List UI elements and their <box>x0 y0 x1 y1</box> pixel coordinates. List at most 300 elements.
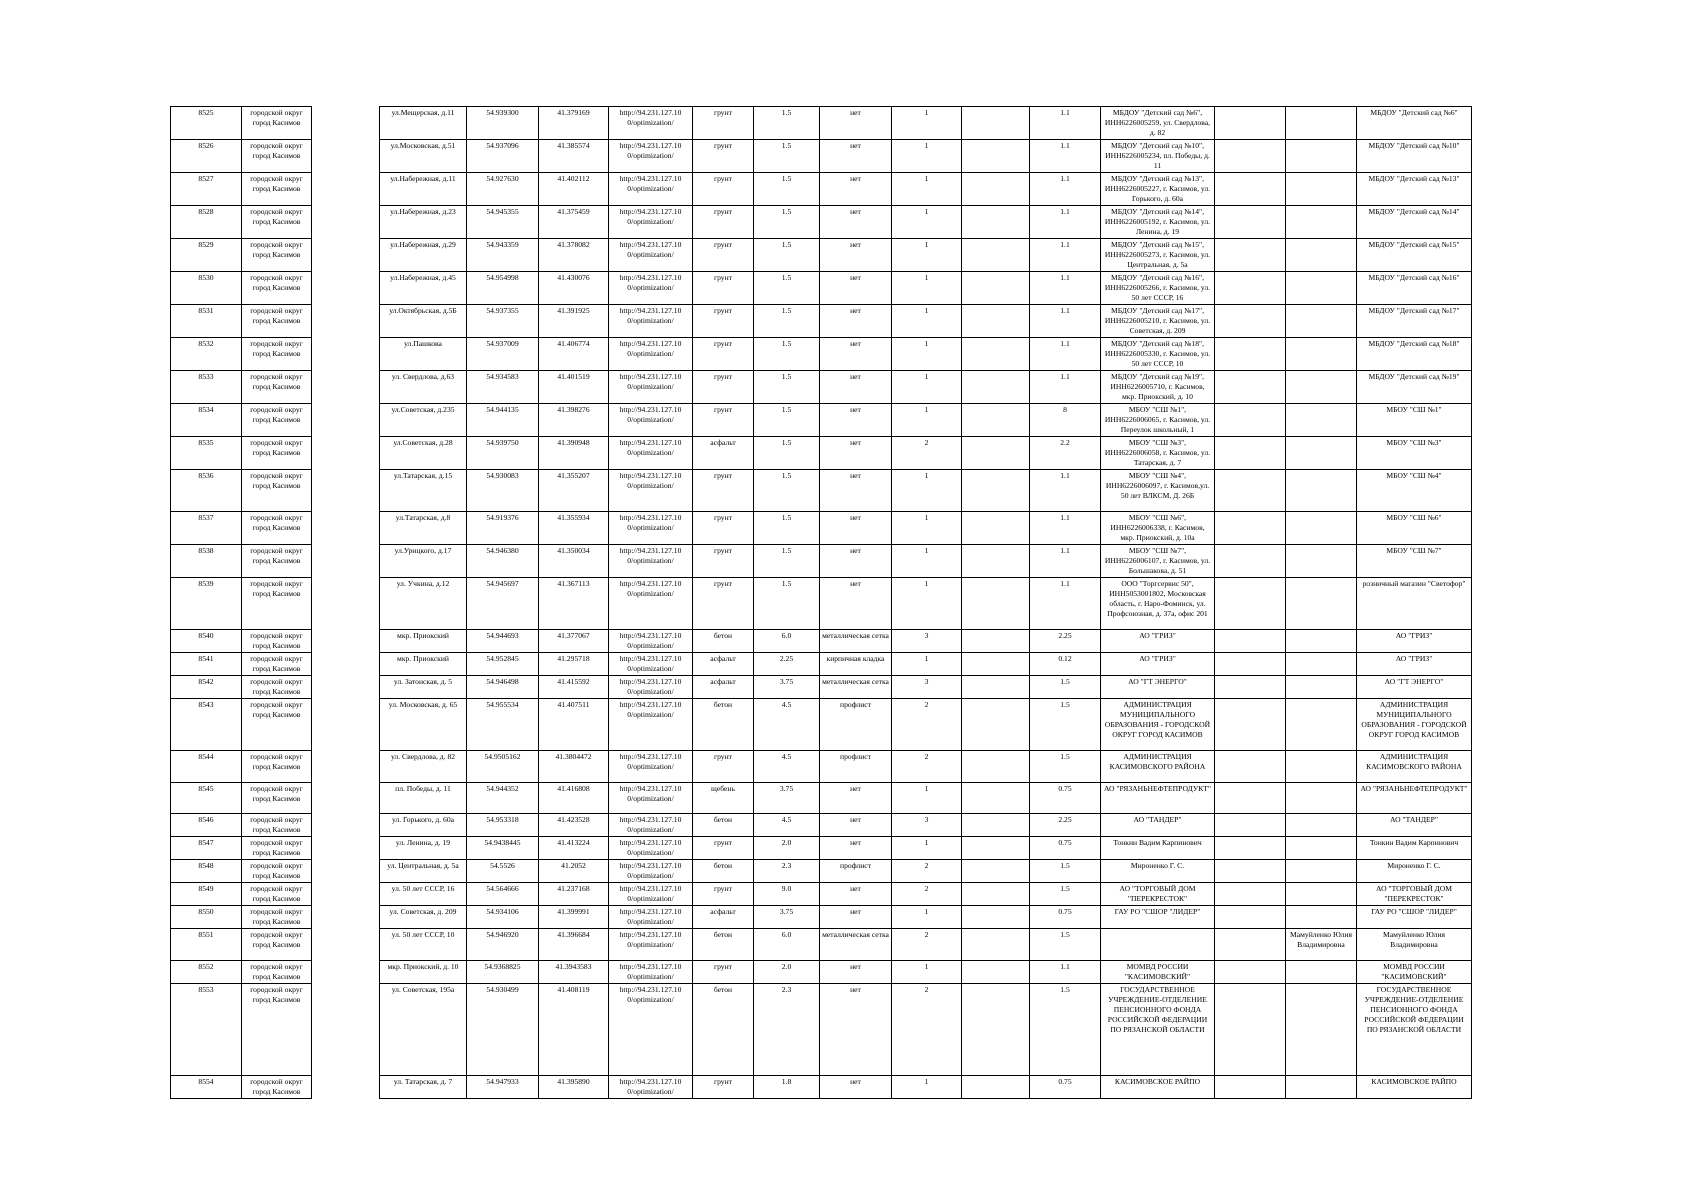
empty-cell <box>962 653 1030 676</box>
fence-cell: нет <box>820 814 892 837</box>
row-number-cell: 8535 <box>171 437 242 470</box>
map-link-cell: http://94.231.127.10 0/optimization/ <box>609 206 693 239</box>
longitude-cell: 41.415592 <box>539 676 609 699</box>
waste-source-cell: Мироненко Г. С. <box>1357 860 1472 883</box>
individual-owner-cell <box>1286 338 1357 371</box>
latitude-cell: 54.946498 <box>467 676 539 699</box>
table-row <box>171 239 1472 272</box>
row-number-cell: 8531 <box>171 305 242 338</box>
fence-cell: металлическая сетка <box>820 630 892 653</box>
table-row <box>171 371 1472 404</box>
address-cell: ул. Московская, д. 65 <box>380 699 467 751</box>
area-cell: 3.75 <box>754 906 820 929</box>
latitude-cell: 54.934106 <box>467 906 539 929</box>
address-cell: ул. Центральная, д. 5а <box>380 860 467 883</box>
district-cell: городской округ город Касимов <box>242 699 312 751</box>
empty-cell <box>962 371 1030 404</box>
empty-cell <box>962 578 1030 630</box>
district-cell: городской округ город Касимов <box>242 404 312 437</box>
district-cell: городской округ город Касимов <box>242 814 312 837</box>
empty-cell <box>1215 906 1286 929</box>
empty-cell <box>962 783 1030 814</box>
waste-source-cell: АО "ГРИЗ" <box>1357 630 1472 653</box>
owner-org-cell: МБДОУ "Детский сад №10", ИНН6226005234, пл. Победы, д. 11 <box>1101 140 1215 173</box>
empty-cell <box>962 206 1030 239</box>
owner-org-cell: АО "ГРИЗ" <box>1101 653 1215 676</box>
row-number-cell: 8542 <box>171 676 242 699</box>
waste-source-cell: МБДОУ "Детский сад №10" <box>1357 140 1472 173</box>
waste-source-cell: АО "РЯЗАНЬНЕФТЕПРОДУКТ" <box>1357 783 1472 814</box>
district-cell: городской округ город Касимов <box>242 883 312 906</box>
map-link-cell: http://94.231.127.10 0/optimization/ <box>609 437 693 470</box>
latitude-cell: 54.952845 <box>467 653 539 676</box>
fence-cell: нет <box>820 107 892 140</box>
empty-cell <box>312 437 380 470</box>
empty-cell <box>962 814 1030 837</box>
surface-cell: грунт <box>693 173 754 206</box>
row-number-cell: 8536 <box>171 470 242 512</box>
row-number-cell: 8550 <box>171 906 242 929</box>
area-cell: 4.5 <box>754 751 820 783</box>
latitude-cell: 54.9505162 <box>467 751 539 783</box>
empty-cell <box>1215 1076 1286 1099</box>
area-cell: 2.3 <box>754 984 820 1076</box>
row-number-cell: 8527 <box>171 173 242 206</box>
map-link-cell: http://94.231.127.10 0/optimization/ <box>609 338 693 371</box>
container-volume-cell: 1.1 <box>1030 578 1101 630</box>
fence-cell: профлист <box>820 860 892 883</box>
latitude-cell: 54.945355 <box>467 206 539 239</box>
area-cell: 4.5 <box>754 699 820 751</box>
container-count-cell: 1 <box>892 140 962 173</box>
row-number-cell: 8540 <box>171 630 242 653</box>
empty-cell <box>312 929 380 961</box>
waste-source-cell: МБОУ "СШ №7" <box>1357 545 1472 578</box>
empty-cell <box>312 371 380 404</box>
table-row <box>171 272 1472 305</box>
district-cell: городской округ город Касимов <box>242 437 312 470</box>
empty-cell <box>1215 239 1286 272</box>
container-count-cell: 1 <box>892 512 962 545</box>
district-cell: городской округ город Касимов <box>242 751 312 783</box>
latitude-cell: 54.937355 <box>467 305 539 338</box>
empty-cell <box>1215 272 1286 305</box>
empty-cell <box>312 206 380 239</box>
empty-cell <box>312 676 380 699</box>
district-cell: городской округ город Касимов <box>242 783 312 814</box>
longitude-cell: 41.398276 <box>539 404 609 437</box>
owner-org-cell: АО "РЯЗАНЬНЕФТЕПРОДУКТ" <box>1101 783 1215 814</box>
container-count-cell: 2 <box>892 437 962 470</box>
empty-cell <box>962 961 1030 984</box>
longitude-cell: 41.406774 <box>539 338 609 371</box>
container-count-cell: 3 <box>892 676 962 699</box>
empty-cell <box>1215 883 1286 906</box>
map-link-cell: http://94.231.127.10 0/optimization/ <box>609 371 693 404</box>
individual-owner-cell <box>1286 371 1357 404</box>
district-cell: городской округ город Касимов <box>242 630 312 653</box>
waste-source-cell: АО "ГРИЗ" <box>1357 653 1472 676</box>
waste-source-cell: МБДОУ "Детский сад №14" <box>1357 206 1472 239</box>
empty-cell <box>312 860 380 883</box>
area-cell: 2.25 <box>754 653 820 676</box>
area-cell: 4.5 <box>754 814 820 837</box>
container-count-cell: 1 <box>892 837 962 860</box>
empty-cell <box>962 107 1030 140</box>
individual-owner-cell <box>1286 1076 1357 1099</box>
table-row <box>171 630 1472 653</box>
waste-source-cell: МБОУ "СШ №4" <box>1357 470 1472 512</box>
container-count-cell: 1 <box>892 206 962 239</box>
empty-cell <box>1215 545 1286 578</box>
district-cell: городской округ город Касимов <box>242 984 312 1076</box>
empty-cell <box>312 699 380 751</box>
individual-owner-cell <box>1286 751 1357 783</box>
individual-owner-cell <box>1286 239 1357 272</box>
row-number-cell: 8548 <box>171 860 242 883</box>
area-cell: 2.3 <box>754 860 820 883</box>
empty-cell <box>1215 751 1286 783</box>
map-link-cell: http://94.231.127.10 0/optimization/ <box>609 239 693 272</box>
table-row <box>171 676 1472 699</box>
waste-source-cell: МБДОУ "Детский сад №6" <box>1357 107 1472 140</box>
district-cell: городской округ город Касимов <box>242 961 312 984</box>
empty-cell <box>962 984 1030 1076</box>
empty-cell <box>312 272 380 305</box>
fence-cell: кирпичная кладка <box>820 653 892 676</box>
area-cell: 6.0 <box>754 630 820 653</box>
individual-owner-cell <box>1286 860 1357 883</box>
table-row <box>171 814 1472 837</box>
empty-cell <box>1215 206 1286 239</box>
waste-site-table <box>170 106 1472 1099</box>
individual-owner-cell <box>1286 107 1357 140</box>
empty-cell <box>962 437 1030 470</box>
container-count-cell: 2 <box>892 699 962 751</box>
area-cell: 1.5 <box>754 371 820 404</box>
longitude-cell: 41.237168 <box>539 883 609 906</box>
table-row <box>171 140 1472 173</box>
district-cell: городской округ город Касимов <box>242 371 312 404</box>
individual-owner-cell <box>1286 630 1357 653</box>
address-cell: ул.Пашкова <box>380 338 467 371</box>
map-link-cell: http://94.231.127.10 0/optimization/ <box>609 545 693 578</box>
longitude-cell: 41.408119 <box>539 984 609 1076</box>
map-link-cell: http://94.231.127.10 0/optimization/ <box>609 676 693 699</box>
district-cell: городской округ город Касимов <box>242 239 312 272</box>
waste-source-cell: ГОСУДАРСТВЕННОЕ УЧРЕЖДЕНИЕ-ОТДЕЛЕНИЕ ПЕНСИОННОГО ФОНДА РОССИЙСКОЙ ФЕДЕРАЦИИ ПО РЯЗАНСКОЙ ОБЛАСТИ <box>1357 984 1472 1076</box>
latitude-cell: 54.919376 <box>467 512 539 545</box>
fence-cell: профлист <box>820 751 892 783</box>
empty-cell <box>1215 699 1286 751</box>
latitude-cell: 54.5526 <box>467 860 539 883</box>
empty-cell <box>1215 512 1286 545</box>
empty-cell <box>312 173 380 206</box>
latitude-cell: 54.937009 <box>467 338 539 371</box>
latitude-cell: 54.944352 <box>467 783 539 814</box>
empty-cell <box>962 630 1030 653</box>
row-number-cell: 8534 <box>171 404 242 437</box>
row-number-cell: 8525 <box>171 107 242 140</box>
row-number-cell: 8545 <box>171 783 242 814</box>
address-cell: ул.Советская, д.235 <box>380 404 467 437</box>
area-cell: 1.5 <box>754 140 820 173</box>
address-cell: мкр. Приокский <box>380 653 467 676</box>
owner-org-cell: АДМИНИСТРАЦИЯ МУНИЦИПАЛЬНОГО ОБРАЗОВАНИЯ - ГОРОДСКОЙ ОКРУГ ГОРОД КАСИМОВ <box>1101 699 1215 751</box>
individual-owner-cell <box>1286 653 1357 676</box>
table-row <box>171 883 1472 906</box>
surface-cell: бетон <box>693 814 754 837</box>
table-row <box>171 837 1472 860</box>
fence-cell: нет <box>820 984 892 1076</box>
area-cell: 1.5 <box>754 173 820 206</box>
area-cell: 2.0 <box>754 961 820 984</box>
surface-cell: бетон <box>693 699 754 751</box>
longitude-cell: 41.355207 <box>539 470 609 512</box>
longitude-cell: 41.3943583 <box>539 961 609 984</box>
container-volume-cell: 1.5 <box>1030 860 1101 883</box>
longitude-cell: 41.413224 <box>539 837 609 860</box>
district-cell: городской округ город Касимов <box>242 545 312 578</box>
waste-source-cell: МБДОУ "Детский сад №16" <box>1357 272 1472 305</box>
empty-cell <box>1215 929 1286 961</box>
empty-cell <box>1215 173 1286 206</box>
table-row <box>171 107 1472 140</box>
latitude-cell: 54.930499 <box>467 984 539 1076</box>
district-cell: городской округ город Касимов <box>242 305 312 338</box>
owner-org-cell: АДМИНИСТРАЦИЯ КАСИМОВСКОГО РАЙОНА <box>1101 751 1215 783</box>
container-count-cell: 1 <box>892 338 962 371</box>
map-link-cell: http://94.231.127.10 0/optimization/ <box>609 404 693 437</box>
address-cell: ул. Учкина, д.12 <box>380 578 467 630</box>
surface-cell: грунт <box>693 470 754 512</box>
map-link-cell: http://94.231.127.10 0/optimization/ <box>609 883 693 906</box>
latitude-cell: 54.934583 <box>467 371 539 404</box>
container-volume-cell: 1.1 <box>1030 545 1101 578</box>
owner-org-cell: МБДОУ "Детский сад №15", ИНН6226005273, г. Касимов, ул. Центральная, д. 5а <box>1101 239 1215 272</box>
district-cell: городской округ город Касимов <box>242 1076 312 1099</box>
latitude-cell: 54.564666 <box>467 883 539 906</box>
owner-org-cell: АО "ГРИЗ" <box>1101 630 1215 653</box>
row-number-cell: 8532 <box>171 338 242 371</box>
row-number-cell: 8538 <box>171 545 242 578</box>
row-number-cell: 8549 <box>171 883 242 906</box>
surface-cell: грунт <box>693 578 754 630</box>
row-number-cell: 8552 <box>171 961 242 984</box>
row-number-cell: 8528 <box>171 206 242 239</box>
map-link-cell: http://94.231.127.10 0/optimization/ <box>609 272 693 305</box>
owner-org-cell: МБДОУ "Детский сад №19", ИНН6226005710, г. Касимов, мкр. Приокский, д. 10 <box>1101 371 1215 404</box>
address-cell: ул. Советская, д. 209 <box>380 906 467 929</box>
address-cell: мкр. Приокский <box>380 630 467 653</box>
area-cell: 3.75 <box>754 783 820 814</box>
fence-cell: нет <box>820 1076 892 1099</box>
longitude-cell: 41.295718 <box>539 653 609 676</box>
surface-cell: грунт <box>693 961 754 984</box>
map-link-cell: http://94.231.127.10 0/optimization/ <box>609 906 693 929</box>
surface-cell: грунт <box>693 545 754 578</box>
empty-cell <box>312 140 380 173</box>
longitude-cell: 41.350034 <box>539 545 609 578</box>
latitude-cell: 54.930083 <box>467 470 539 512</box>
row-number-cell: 8544 <box>171 751 242 783</box>
row-number-cell: 8553 <box>171 984 242 1076</box>
register-sheet <box>170 106 1468 1099</box>
waste-source-cell: МБОУ "СШ №3" <box>1357 437 1472 470</box>
table-row <box>171 338 1472 371</box>
area-cell: 3.75 <box>754 676 820 699</box>
fence-cell: нет <box>820 512 892 545</box>
empty-cell <box>1215 305 1286 338</box>
container-count-cell: 1 <box>892 272 962 305</box>
waste-source-cell: АДМИНИСТРАЦИЯ КАСИМОВСКОГО РАЙОНА <box>1357 751 1472 783</box>
district-cell: городской округ город Касимов <box>242 107 312 140</box>
longitude-cell: 41.423528 <box>539 814 609 837</box>
container-volume-cell: 1.1 <box>1030 512 1101 545</box>
latitude-cell: 54.947933 <box>467 1076 539 1099</box>
surface-cell: бетон <box>693 984 754 1076</box>
container-count-cell: 2 <box>892 984 962 1076</box>
row-number-cell: 8539 <box>171 578 242 630</box>
empty-cell <box>962 860 1030 883</box>
fence-cell: нет <box>820 140 892 173</box>
waste-source-cell: АО "ТОРГОВЫЙ ДОМ "ПЕРЕКРЕСТОК" <box>1357 883 1472 906</box>
individual-owner-cell <box>1286 206 1357 239</box>
container-volume-cell: 1.1 <box>1030 272 1101 305</box>
district-cell: городской округ город Касимов <box>242 860 312 883</box>
row-number-cell: 8551 <box>171 929 242 961</box>
container-volume-cell: 0.12 <box>1030 653 1101 676</box>
address-cell: ул.Урицкого, д.17 <box>380 545 467 578</box>
empty-cell <box>312 984 380 1076</box>
container-count-cell: 1 <box>892 545 962 578</box>
surface-cell: грунт <box>693 107 754 140</box>
longitude-cell: 41.2052 <box>539 860 609 883</box>
address-cell: ул.Набережная, д.23 <box>380 206 467 239</box>
address-cell: ул. Свердлова, д.63 <box>380 371 467 404</box>
container-volume-cell: 2.25 <box>1030 630 1101 653</box>
empty-cell <box>1215 676 1286 699</box>
address-cell: ул. Свердлова, д. 82 <box>380 751 467 783</box>
empty-cell <box>312 107 380 140</box>
district-cell: городской округ город Касимов <box>242 906 312 929</box>
waste-source-cell: Тонкин Вадим Карпинович <box>1357 837 1472 860</box>
owner-org-cell: МБОУ "СШ №6", ИНН6226006338, г. Касимов, мкр. Приокский, д. 10а <box>1101 512 1215 545</box>
latitude-cell: 54.955534 <box>467 699 539 751</box>
owner-org-cell: МБОУ "СШ №7", ИНН6226006107, г. Касимов, ул. Большакова, д. 51 <box>1101 545 1215 578</box>
waste-source-cell: ГАУ РО "СШОР "ЛИДЕР" <box>1357 906 1472 929</box>
individual-owner-cell <box>1286 545 1357 578</box>
fence-cell: металлическая сетка <box>820 676 892 699</box>
map-link-cell: http://94.231.127.10 0/optimization/ <box>609 1076 693 1099</box>
area-cell: 1.5 <box>754 404 820 437</box>
table-row <box>171 512 1472 545</box>
address-cell: пл. Победы, д. 11 <box>380 783 467 814</box>
table-row <box>171 437 1472 470</box>
container-volume-cell: 1.5 <box>1030 883 1101 906</box>
waste-source-cell: МБДОУ "Детский сад №18" <box>1357 338 1472 371</box>
map-link-cell: http://94.231.127.10 0/optimization/ <box>609 470 693 512</box>
longitude-cell: 41.379169 <box>539 107 609 140</box>
longitude-cell: 41.407511 <box>539 699 609 751</box>
latitude-cell: 54.937096 <box>467 140 539 173</box>
empty-cell <box>1215 837 1286 860</box>
longitude-cell: 41.385574 <box>539 140 609 173</box>
latitude-cell: 54.946380 <box>467 545 539 578</box>
map-link-cell: http://94.231.127.10 0/optimization/ <box>609 751 693 783</box>
container-volume-cell: 8 <box>1030 404 1101 437</box>
individual-owner-cell <box>1286 814 1357 837</box>
empty-cell <box>962 837 1030 860</box>
map-link-cell: http://94.231.127.10 0/optimization/ <box>609 305 693 338</box>
surface-cell: асфальт <box>693 906 754 929</box>
fence-cell: профлист <box>820 699 892 751</box>
container-volume-cell: 1.1 <box>1030 371 1101 404</box>
row-number-cell: 8530 <box>171 272 242 305</box>
longitude-cell: 41.375459 <box>539 206 609 239</box>
container-count-cell: 1 <box>892 1076 962 1099</box>
empty-cell <box>1215 338 1286 371</box>
table-row <box>171 783 1472 814</box>
empty-cell <box>312 470 380 512</box>
empty-cell <box>962 272 1030 305</box>
district-cell: городской округ город Касимов <box>242 676 312 699</box>
container-volume-cell: 0.75 <box>1030 1076 1101 1099</box>
district-cell: городской округ город Касимов <box>242 140 312 173</box>
address-cell: ул. Ленина, д. 19 <box>380 837 467 860</box>
map-link-cell: http://94.231.127.10 0/optimization/ <box>609 699 693 751</box>
owner-org-cell: АО "ГТ ЭНЕРГО" <box>1101 676 1215 699</box>
empty-cell <box>1215 860 1286 883</box>
longitude-cell: 41.402112 <box>539 173 609 206</box>
address-cell: ул.Набережная, д.11 <box>380 173 467 206</box>
container-volume-cell: 1.1 <box>1030 470 1101 512</box>
individual-owner-cell <box>1286 783 1357 814</box>
area-cell: 1.5 <box>754 512 820 545</box>
waste-source-cell: МБОУ "СШ №1" <box>1357 404 1472 437</box>
waste-source-cell: МБДОУ "Детский сад №15" <box>1357 239 1472 272</box>
container-count-cell: 2 <box>892 751 962 783</box>
empty-cell <box>962 883 1030 906</box>
map-link-cell: http://94.231.127.10 0/optimization/ <box>609 107 693 140</box>
area-cell: 1.5 <box>754 305 820 338</box>
container-count-cell: 1 <box>892 173 962 206</box>
container-count-cell: 1 <box>892 239 962 272</box>
surface-cell: асфальт <box>693 676 754 699</box>
fence-cell: нет <box>820 470 892 512</box>
address-cell: ул.Набережная, д.29 <box>380 239 467 272</box>
individual-owner-cell <box>1286 140 1357 173</box>
container-count-cell: 1 <box>892 470 962 512</box>
row-number-cell: 8537 <box>171 512 242 545</box>
fence-cell: нет <box>820 338 892 371</box>
latitude-cell: 54.946920 <box>467 929 539 961</box>
owner-org-cell: АО "ТОРГОВЫЙ ДОМ "ПЕРЕКРЕСТОК" <box>1101 883 1215 906</box>
table-row <box>171 206 1472 239</box>
container-volume-cell: 1.5 <box>1030 929 1101 961</box>
empty-cell <box>1215 437 1286 470</box>
empty-cell <box>312 837 380 860</box>
waste-source-cell: МБДОУ "Детский сад №19" <box>1357 371 1472 404</box>
individual-owner-cell <box>1286 883 1357 906</box>
container-count-cell: 1 <box>892 371 962 404</box>
container-volume-cell: 1.1 <box>1030 107 1101 140</box>
map-link-cell: http://94.231.127.10 0/optimization/ <box>609 140 693 173</box>
container-volume-cell: 1.5 <box>1030 699 1101 751</box>
longitude-cell: 41.401519 <box>539 371 609 404</box>
longitude-cell: 41.3804472 <box>539 751 609 783</box>
container-count-cell: 3 <box>892 630 962 653</box>
